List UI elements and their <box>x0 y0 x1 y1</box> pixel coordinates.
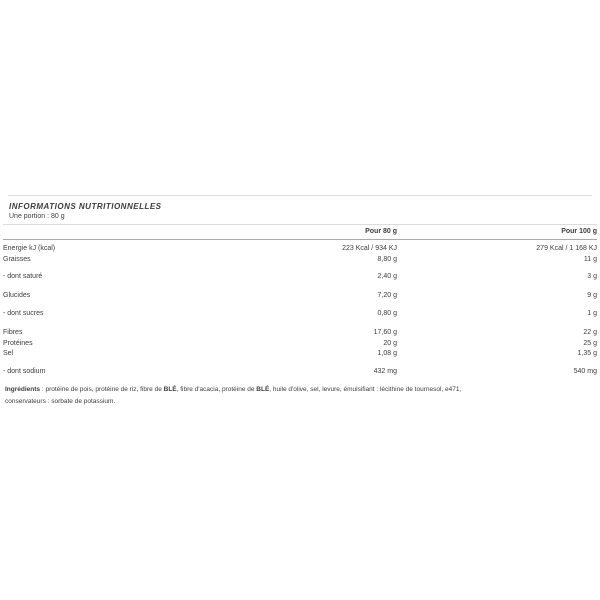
row-value-per-80g: 223 Kcal / 934 KJ <box>342 245 397 252</box>
top-divider <box>8 195 592 196</box>
table-row <box>3 309 597 318</box>
row-label: - dont sucres <box>3 310 44 317</box>
table-row <box>3 349 597 358</box>
row-value-per-100g: 22 g <box>583 329 597 336</box>
row-value-per-80g: 20 g <box>383 340 397 347</box>
table-row <box>3 339 597 348</box>
table-row <box>3 291 597 300</box>
row-value-per-80g: 432 mg <box>373 368 397 375</box>
row-value-per-100g: 3 g <box>587 273 597 280</box>
table-row <box>3 328 597 337</box>
row-label: Protéines <box>3 340 33 347</box>
row-label: Energie kJ (kcal) <box>3 245 56 252</box>
row-value-per-100g: 1 g <box>587 310 597 317</box>
row-label: Fibres <box>3 329 23 336</box>
column-header-per-100g: Pour 100 g <box>561 228 597 235</box>
row-value-per-80g: 0,80 g <box>377 310 397 317</box>
table-row <box>3 272 597 281</box>
table-row <box>3 367 597 376</box>
row-value-per-100g: 9 g <box>587 292 597 299</box>
ingredients-text: Ingrédients : protéine de pois, protéine de riz, fibre de BLÉ, fibre d'acacia, protéine de BLÉ, huile d'olive, sel, levure, émulsifiant : lécithine de tournesol, e471, conservateurs : sorbate de potassium. <box>5 386 462 405</box>
table-row <box>3 255 597 264</box>
row-value-per-80g: 1,08 g <box>377 350 397 357</box>
table-header-row <box>3 227 597 236</box>
row-label: Glucides <box>3 292 31 299</box>
table-row <box>3 244 597 253</box>
row-value-per-100g: 11 g <box>583 256 597 263</box>
row-value-per-80g: 2,40 g <box>377 273 397 280</box>
row-value-per-80g: 17,60 g <box>373 329 397 336</box>
row-value-per-100g: 25 g <box>583 340 597 347</box>
header-top-divider <box>3 224 597 225</box>
row-value-per-80g: 7,20 g <box>377 292 397 299</box>
row-value-per-100g: 279 Kcal / 1 168 KJ <box>536 245 597 252</box>
column-header-per-80g: Pour 80 g <box>365 228 397 235</box>
portion-note: Une portion : 80 g <box>9 213 65 220</box>
row-label: Graisses <box>3 256 31 263</box>
section-title: INFORMATIONS NUTRITIONNELLES <box>9 202 162 211</box>
row-label: - dont saturé <box>3 273 43 280</box>
row-label: Sel <box>3 350 14 357</box>
row-value-per-100g: 1,35 g <box>577 350 597 357</box>
row-value-per-80g: 8,80 g <box>377 256 397 263</box>
header-bottom-divider <box>3 239 597 240</box>
row-value-per-100g: 540 mg <box>573 368 597 375</box>
row-label: - dont sodium <box>3 368 46 375</box>
